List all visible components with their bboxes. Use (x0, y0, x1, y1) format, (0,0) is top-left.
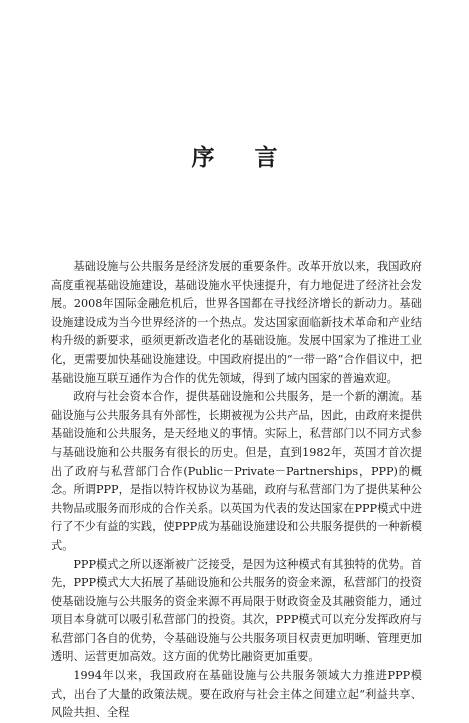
title-char-1: 序 (191, 144, 215, 172)
paragraph-4: 1994年以来，我国政府在基础设施与公共服务领域大力推进PPP模式，出台了大量的政策法规。要在政府与社会主体之间建立起“利益共享、风险共担、全程 (51, 669, 422, 720)
page-title (0, 139, 469, 172)
paragraph-1: 基础设施与公共服务是经济发展的重要条件。改革开放以来，我国政府高度重视基础设施建设，基础设施水平快速提升，有力地促进了经济社会发展。2008年国际金融危机后，世界各国都在寻找经济增长的新动力。基础设施建设成为当今世界经济的一个热点。发达国家面临新技术革命和产业结构升级的新要求，亟须更新改造老化的基础设施。发展中国家为了推进工业化，更需要加快基础设施建设。中国政府提出的“一带一路”合作倡议中，把基础设施互联互通作为合作的优先领域，得到了域内国家的普遍欢迎。 (51, 260, 422, 385)
title-char-2: 言 (254, 144, 278, 172)
preface-body (51, 258, 422, 723)
paragraph-3: PPP模式之所以逐渐被广泛接受，是因为这种模式有其独特的优势。首先，PPP模式大大拓展了基础设施和公共服务的资金来源，私营部门的投资使基础设施与公共服务的资金来源不再局限于财政资金及其融资能力，通过项目本身就可以吸引私营部门的投资。其次，PPP模式可以充分发挥政府与私营部门各自的优势，令基础设施与公共服务项目权责更加明晰、管理更加透明、运营更加高效。这方面的优势比融资更加重要。 (51, 557, 422, 664)
paragraph-2: 政府与社会资本合作，提供基础设施和公共服务，是一个新的潮流。基础设施与公共服务具有外部性，长期被视为公共产品，因此，由政府来提供基础设施和公共服务，是天经地义的事情。实际上，私营部门以不同方式参与基础设施和公共服务有很长的历史。但是，直到1982年，英国才首次提出了政府与私营部门合作(Public－Private－Partnerships，PPP)的概念。所谓PPP，是指以特许权协议为基础，政府与私营部门为了提供某种公共物品或服务而形成的合作关系。以英国为代表的发达国家在PPP模式中进行了不少有益的实践，使PPP成为基础设施建设和公共服务提供的一种新模式。 (51, 390, 422, 552)
